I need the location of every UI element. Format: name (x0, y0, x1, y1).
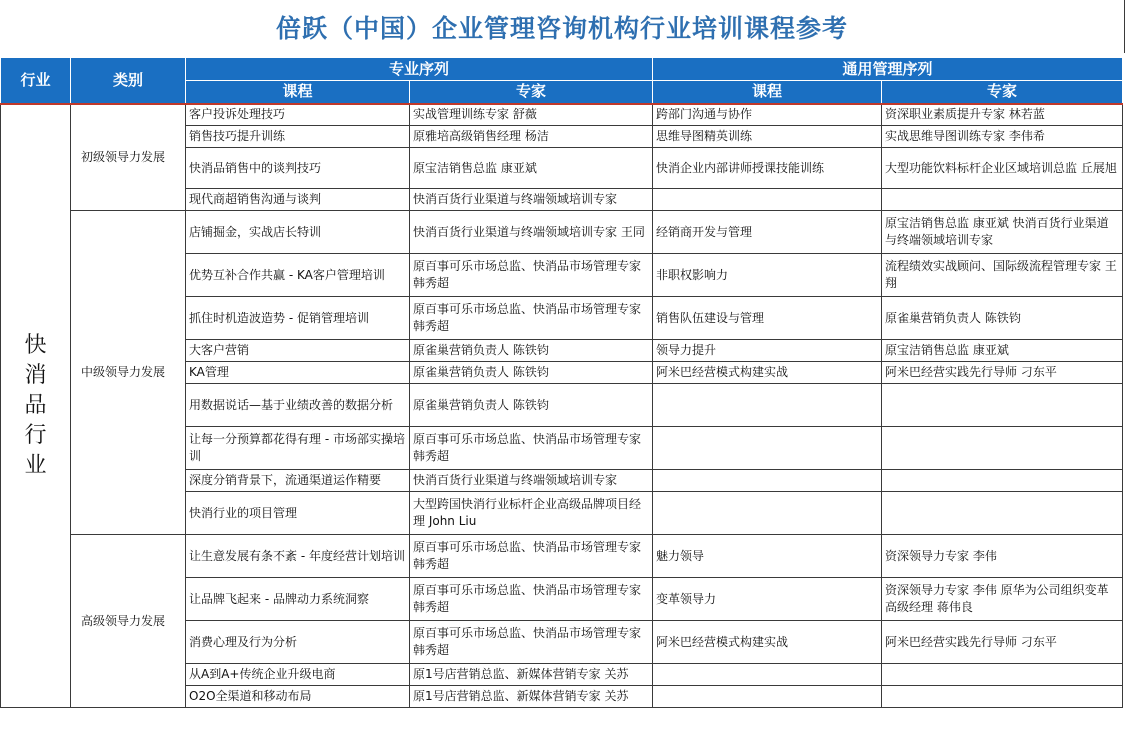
gen-expert-cell (882, 427, 1123, 470)
pro-expert-cell: 快消百货行业渠道与终端领域培训专家 (410, 470, 653, 492)
gen-expert-cell: 资深领导力专家 李伟 原华为公司组织变革高级经理 蒋伟良 (882, 578, 1123, 621)
gen-expert-cell: 大型功能饮料标杆企业区域培训总监 丘展旭 (882, 148, 1123, 189)
pro-course-cell: O2O全渠道和移动布局 (186, 686, 410, 708)
gen-course-cell: 思维导图精英训练 (653, 126, 882, 148)
pro-expert-cell: 快消百货行业渠道与终端领域培训专家 王同 (410, 211, 653, 254)
pro-course-cell: 让生意发展有条不紊 - 年度经营计划培训 (186, 535, 410, 578)
pro-course-cell: 快消品销售中的谈判技巧 (186, 148, 410, 189)
gen-course-cell (653, 427, 882, 470)
gen-expert-cell: 阿米巴经营实践先行导师 刁东平 (882, 362, 1123, 384)
gen-expert-cell: 流程绩效实战顾问、国际级流程管理专家 王翔 (882, 254, 1123, 297)
gen-course-cell: 阿米巴经营模式构建实战 (653, 362, 882, 384)
header-gen-expert: 专家 (882, 81, 1123, 104)
pro-course-cell: 让每一分预算都花得有理 - 市场部实操培训 (186, 427, 410, 470)
category-junior: 初级领导力发展 (71, 104, 186, 211)
header-general-series: 通用管理序列 (653, 58, 1123, 81)
gen-expert-cell: 阿米巴经营实践先行导师 刁东平 (882, 621, 1123, 664)
pro-expert-cell: 原百事可乐市场总监、快消品市场管理专家 韩秀超 (410, 297, 653, 340)
gen-course-cell (653, 664, 882, 686)
pro-expert-cell: 原雀巢营销负责人 陈铁钧 (410, 362, 653, 384)
industry-label: 快消品行业 (24, 332, 47, 478)
header-pro-course: 课程 (186, 81, 410, 104)
gen-course-cell (653, 189, 882, 211)
gen-expert-cell (882, 664, 1123, 686)
gen-expert-cell (882, 686, 1123, 708)
gen-expert-cell: 原宝洁销售总监 康亚斌 (882, 340, 1123, 362)
gen-expert-cell (882, 384, 1123, 427)
gen-expert-cell: 实战思维导图训练专家 李伟希 (882, 126, 1123, 148)
gen-course-cell: 领导力提升 (653, 340, 882, 362)
pro-expert-cell: 原宝洁销售总监 康亚斌 (410, 148, 653, 189)
pro-course-cell: 优势互补合作共赢 - KA客户管理培训 (186, 254, 410, 297)
pro-course-cell: 店铺掘金，实战店长特训 (186, 211, 410, 254)
pro-course-cell: 大客户营销 (186, 340, 410, 362)
course-table (0, 57, 1123, 708)
gen-expert-cell: 资深领导力专家 李伟 (882, 535, 1123, 578)
header-professional-series: 专业序列 (186, 58, 653, 81)
pro-expert-cell: 原百事可乐市场总监、快消品市场管理专家 韩秀超 (410, 254, 653, 297)
pro-course-cell: 抓住时机造波造势 - 促销管理培训 (186, 297, 410, 340)
category-senior: 高级领导力发展 (71, 535, 186, 708)
page-title: 倍跃（中国）企业管理咨询机构行业培训课程参考 (0, 0, 1125, 53)
header-pro-expert: 专家 (410, 81, 653, 104)
gen-expert-cell: 原雀巢营销负责人 陈铁钧 (882, 297, 1123, 340)
gen-course-cell (653, 492, 882, 535)
gen-course-cell (653, 470, 882, 492)
gen-expert-cell (882, 492, 1123, 535)
category-middle: 中级领导力发展 (71, 211, 186, 535)
pro-course-cell: 深度分销背景下，流通渠道运作精要 (186, 470, 410, 492)
gen-course-cell (653, 686, 882, 708)
gen-expert-cell (882, 470, 1123, 492)
gen-course-cell: 跨部门沟通与协作 (653, 104, 882, 126)
pro-expert-cell: 原雅培高级销售经理 杨洁 (410, 126, 653, 148)
industry-cell (1, 104, 71, 708)
gen-course-cell (653, 384, 882, 427)
pro-expert-cell: 快消百货行业渠道与终端领域培训专家 (410, 189, 653, 211)
pro-expert-cell: 原百事可乐市场总监、快消品市场管理专家 韩秀超 (410, 427, 653, 470)
gen-expert-cell: 资深职业素质提升专家 林若蓝 (882, 104, 1123, 126)
pro-expert-cell: 原百事可乐市场总监、快消品市场管理专家 韩秀超 (410, 578, 653, 621)
pro-course-cell: 快消行业的项目管理 (186, 492, 410, 535)
pro-course-cell: 销售技巧提升训练 (186, 126, 410, 148)
pro-expert-cell: 原雀巢营销负责人 陈铁钧 (410, 384, 653, 427)
pro-expert-cell: 原百事可乐市场总监、快消品市场管理专家 韩秀超 (410, 621, 653, 664)
pro-expert-cell: 大型跨国快消行业标杆企业高级品牌项目经理 John Liu (410, 492, 653, 535)
gen-course-cell: 变革领导力 (653, 578, 882, 621)
pro-expert-cell: 原百事可乐市场总监、快消品市场管理专家 韩秀超 (410, 535, 653, 578)
pro-course-cell: KA管理 (186, 362, 410, 384)
pro-course-cell: 客户投诉处理技巧 (186, 104, 410, 126)
gen-expert-cell (882, 189, 1123, 211)
pro-course-cell: 消费心理及行为分析 (186, 621, 410, 664)
gen-course-cell: 非职权影响力 (653, 254, 882, 297)
gen-expert-cell: 原宝洁销售总监 康亚斌 快消百货行业渠道与终端领域培训专家 (882, 211, 1123, 254)
pro-course-cell: 用数据说话—基于业绩改善的数据分析 (186, 384, 410, 427)
pro-course-cell: 让品牌飞起来 - 品牌动力系统洞察 (186, 578, 410, 621)
pro-expert-cell: 原雀巢营销负责人 陈铁钧 (410, 340, 653, 362)
gen-course-cell: 经销商开发与管理 (653, 211, 882, 254)
header-gen-course: 课程 (653, 81, 882, 104)
pro-course-cell: 现代商超销售沟通与谈判 (186, 189, 410, 211)
gen-course-cell: 销售队伍建设与管理 (653, 297, 882, 340)
pro-course-cell: 从A到A+传统企业升级电商 (186, 664, 410, 686)
gen-course-cell: 阿米巴经营模式构建实战 (653, 621, 882, 664)
header-category: 类别 (71, 58, 186, 104)
pro-expert-cell: 原1号店营销总监、新媒体营销专家 关苏 (410, 664, 653, 686)
pro-expert-cell: 实战管理训练专家 舒薇 (410, 104, 653, 126)
header-industry: 行业 (1, 58, 71, 104)
pro-expert-cell: 原1号店营销总监、新媒体营销专家 关苏 (410, 686, 653, 708)
gen-course-cell: 魅力领导 (653, 535, 882, 578)
gen-course-cell: 快消企业内部讲师授课技能训练 (653, 148, 882, 189)
